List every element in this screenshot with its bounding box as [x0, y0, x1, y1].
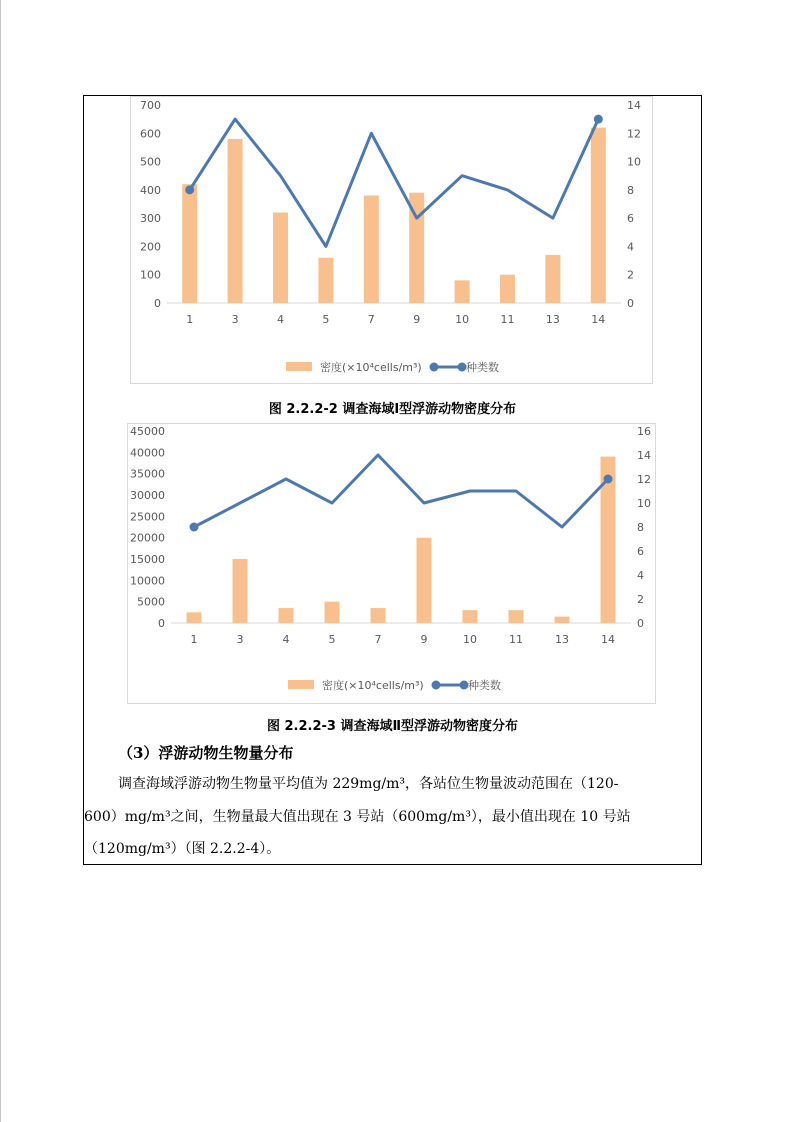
density-bar [591, 128, 606, 303]
page-edge [0, 0, 1, 1122]
y2-tick-label: 2 [627, 268, 634, 282]
y2-tick-label: 10 [627, 155, 641, 169]
density-bar [273, 212, 288, 303]
x-tick-label: 4 [277, 313, 284, 326]
chart-type2-density [127, 423, 656, 704]
section-heading: （3）浮游动物生物量分布 [118, 744, 294, 762]
x-tick-label: 10 [455, 313, 470, 326]
x-tick-label: 9 [413, 313, 421, 326]
density-bar [279, 608, 294, 623]
chart-type1-svg [131, 97, 652, 383]
legend-density-label: 密度(×10⁴cells/m³) [320, 361, 422, 374]
y2-tick-label: 0 [627, 297, 634, 310]
y-tick-label: 0 [158, 617, 165, 630]
density-bar [182, 184, 197, 303]
y2-tick-label: 10 [637, 497, 651, 510]
y2-tick-label: 0 [637, 617, 644, 630]
y-tick-label: 0 [154, 297, 161, 310]
caption-fig2: 图 2.2.2-3 调查海域Ⅱ型浮游动物密度分布 [266, 719, 519, 734]
y2-tick-label: 12 [627, 127, 641, 141]
species-count-line [190, 119, 599, 246]
species-count-marker [190, 523, 199, 532]
paragraph-line-3: （120mg/m³）（图 2.2.2-4）。 [84, 841, 281, 857]
density-bar [455, 280, 470, 303]
y2-tick-label: 4 [637, 569, 644, 582]
y-tick-label: 20000 [130, 531, 165, 545]
y2-tick-label: 6 [637, 545, 644, 558]
legend-species-label: 种类数 [468, 679, 501, 692]
x-tick-label: 3 [236, 633, 244, 646]
species-count-marker [604, 475, 613, 484]
y2-tick-label: 2 [637, 593, 644, 606]
x-tick-label: 13 [545, 313, 560, 326]
y2-tick-label: 14 [627, 99, 641, 112]
species-count-line [194, 455, 608, 527]
y-tick-label: 5000 [137, 595, 165, 609]
x-tick-label: 13 [555, 633, 569, 646]
y2-tick-label: 6 [627, 212, 634, 226]
x-tick-label: 9 [420, 633, 428, 646]
chart-type1-density [130, 96, 653, 384]
x-tick-label: 4 [282, 633, 290, 646]
x-tick-label: 3 [231, 313, 239, 326]
legend-density-label: 密度(×10⁴cells/m³) [322, 679, 424, 692]
legend-species-label: 种类数 [466, 361, 499, 374]
density-bar [555, 617, 570, 623]
density-bar [509, 610, 524, 623]
density-bar [228, 139, 243, 303]
chart-type2-svg [128, 424, 655, 703]
x-tick-label: 7 [374, 633, 382, 646]
density-bar [371, 608, 386, 623]
x-tick-label: 5 [328, 633, 336, 646]
y-tick-label: 30000 [130, 489, 165, 502]
species-count-marker [594, 115, 603, 124]
y2-tick-label: 16 [637, 425, 651, 438]
density-bar [187, 612, 202, 623]
density-bar [318, 258, 333, 303]
y2-tick-label: 14 [637, 449, 651, 462]
x-tick-label: 1 [190, 633, 198, 646]
x-tick-label: 14 [601, 633, 615, 646]
y2-tick-label: 12 [637, 473, 651, 486]
legend-bar-swatch [286, 362, 312, 371]
x-tick-label: 5 [322, 313, 330, 326]
density-bar [417, 538, 432, 623]
density-bar [233, 559, 248, 623]
density-bar [500, 275, 515, 303]
y-tick-label: 10000 [130, 574, 165, 588]
y-tick-label: 300 [140, 212, 161, 226]
caption-fig1: 图 2.2.2-2 调查海域Ⅰ型浮游动物密度分布 [268, 402, 517, 417]
y2-tick-label: 8 [627, 183, 634, 197]
density-bar [545, 255, 560, 303]
y-tick-label: 700 [140, 99, 161, 112]
y-tick-label: 600 [140, 127, 161, 141]
y-tick-label: 35000 [130, 467, 165, 481]
x-tick-label: 1 [186, 313, 194, 326]
y2-tick-label: 8 [637, 521, 644, 534]
y-tick-label: 500 [140, 155, 161, 169]
y-tick-label: 100 [140, 268, 161, 282]
paragraph-line-2: 600）mg/m³之间，生物量最大值出现在 3 号站（600mg/m³），最小值出现在 10 号站 [84, 809, 631, 825]
density-bar [325, 602, 340, 623]
legend-line-marker [432, 681, 441, 690]
paragraph-line-1: 调查海域浮游动物生物量平均值为 229mg/m³，各站位生物量波动范围在（120- [118, 776, 619, 792]
x-tick-label: 10 [463, 633, 477, 646]
density-bar [463, 610, 478, 623]
x-tick-label: 11 [509, 633, 523, 646]
y-tick-label: 400 [140, 183, 161, 197]
legend-bar-swatch [288, 680, 314, 689]
x-tick-label: 7 [367, 313, 375, 326]
species-count-marker [185, 185, 194, 194]
y-tick-label: 15000 [130, 553, 165, 566]
y-tick-label: 40000 [130, 446, 165, 460]
density-bar [364, 196, 379, 303]
y-tick-label: 200 [140, 240, 161, 254]
x-tick-label: 11 [500, 313, 515, 326]
x-tick-label: 14 [591, 313, 606, 326]
legend-line-marker [430, 363, 439, 372]
y-tick-label: 45000 [130, 425, 165, 438]
y-tick-label: 25000 [130, 510, 165, 524]
y2-tick-label: 4 [627, 240, 634, 254]
